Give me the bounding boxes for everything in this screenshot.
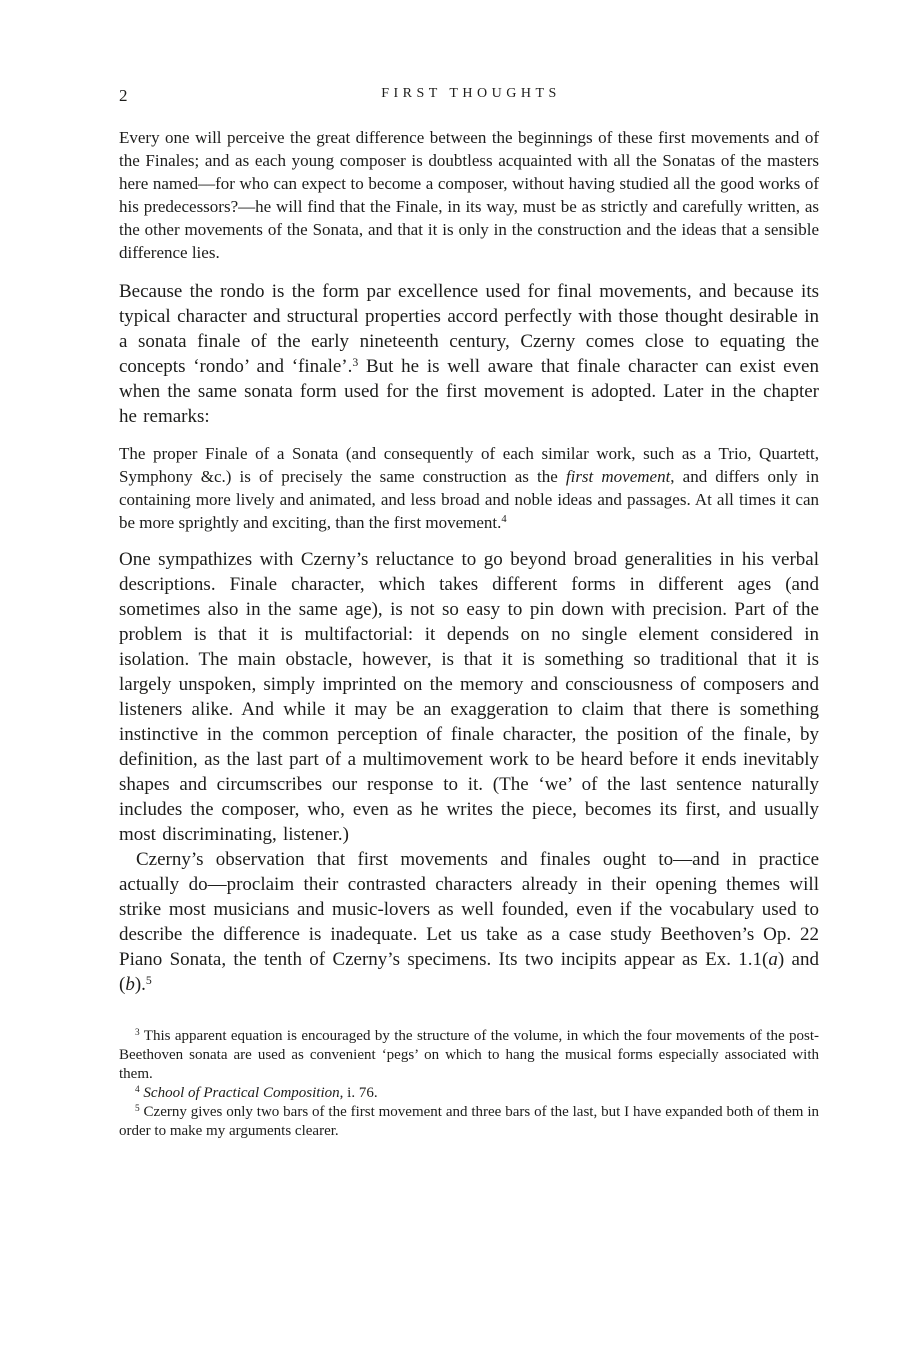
- italic-text-run: first movement: [565, 467, 671, 486]
- footnote-4: [119, 1084, 819, 1103]
- footnote-ref-4: 4: [501, 514, 507, 526]
- footnote-5: [119, 1103, 819, 1141]
- block-quote-czerny: [119, 442, 819, 534]
- footnote-number: 3: [135, 1027, 140, 1038]
- footnote-ref-3: 3: [352, 355, 359, 369]
- opening-quote-paragraph: Every one will perceive the great difference between the beginnings of these first movements and of the Finales; and as each young composer is doubtless acquainted with all the Sonatas of the masters here named—for who can expect to become a composer, without having studied all the good works of his predecessors?—he will find that the Finale, in its way, must be as strictly and carefully written, as the other movements of the Sonata, and that it is only in the construction and the ideas that a sensible difference lies.: [119, 128, 819, 262]
- paragraph-sympathizes: One sympathizes with Czerny’s reluctance to go beyond broad generalities in his verbal descriptions. Finale character, which takes different forms in different ages (and sometimes also in the same age), is not so easy to pin down with precision. Part of the problem is that it is multifactorial: it depends on no single element considered in isolation. The main obstacle, however, is that it is something so traditional that it is largely unspoken, simply imprinted on the memory and consciousness of composers and listeners alike. And while it may be an exaggeration to claim that there is something instinctive in the common perception of finale character, the position of the finale, by definition, as the last part of a multimovement work to be heard before it ends inevitably shapes and circumscribes our response to it. (The ‘we’ of the last sentence naturally includes the composer, who, even as he writes the piece, becomes its first, and usually most discriminating, listener.): [119, 549, 819, 845]
- paragraph-case-study: [119, 847, 819, 997]
- text-run: The proper Finale of a Sonata (and consequently of each similar work, such as a Trio, Quartett, Symphony &c.) is of precisely the same construction as the: [119, 444, 819, 486]
- text-run: ).: [134, 974, 146, 995]
- running-title: FIRST THOUGHTS: [381, 86, 561, 101]
- page-number: 2: [119, 86, 128, 105]
- footnote-number: 4: [135, 1084, 140, 1095]
- page-body: [119, 126, 819, 997]
- text-run: Czerny’s observation that first movements and finales ought to—and in practice actually do—proclaim their contrasted characters already in their opening themes will strike most musicians and music-lovers as well founded, even if the vocabulary used to describe the difference is inadequate. Let us take as a case study Beethoven’s Op. 22 Piano Sonata, the tenth of Czerny’s specimens. Its two incipits appear as Ex. 1.1(: [119, 849, 819, 970]
- running-head: [119, 86, 819, 108]
- footnotes-section: [119, 1027, 819, 1141]
- italic-text-run: b: [125, 974, 135, 995]
- footnote-text: Czerny gives only two bars of the first movement and three bars of the last, but I have expanded both of them in order to make my arguments clearer.: [119, 1104, 819, 1139]
- text-run: Because the rondo is the form par excellence used for final movements, and because its typical character and structural properties accord perfectly with those thought desirable in a sonata finale of the early nineteenth century, Czerny comes close to equating the concepts ‘rondo’ and ‘finale’.: [119, 281, 819, 377]
- footnote-3: [119, 1027, 819, 1084]
- footnote-text: This apparent equation is encouraged by the structure of the volume, in which the four movements of the post-Beethoven sonata are used as convenient ‘pegs’ on which to hang the musical forms especially associated with them.: [119, 1028, 819, 1082]
- italic-text-run: a: [768, 949, 778, 970]
- footnote-number: 5: [135, 1103, 140, 1114]
- footnote-text: , i. 76.: [339, 1085, 378, 1101]
- paragraph-rondo: [119, 279, 819, 429]
- text-run: ) and (: [119, 949, 819, 995]
- footnote-book-title: School of Practical Composition: [139, 1085, 340, 1101]
- text-run: But he is well aware that finale character can exist even when the same sonata form used for the first movement is adopted. Later in the chapter he remarks:: [119, 356, 819, 427]
- footnote-ref-5: 5: [145, 973, 152, 987]
- text-run: , and differs only in containing more lively and animated, and less broad and noble ideas and passages. At all times it can be more sprightly and exciting, than the first movement.: [119, 467, 819, 532]
